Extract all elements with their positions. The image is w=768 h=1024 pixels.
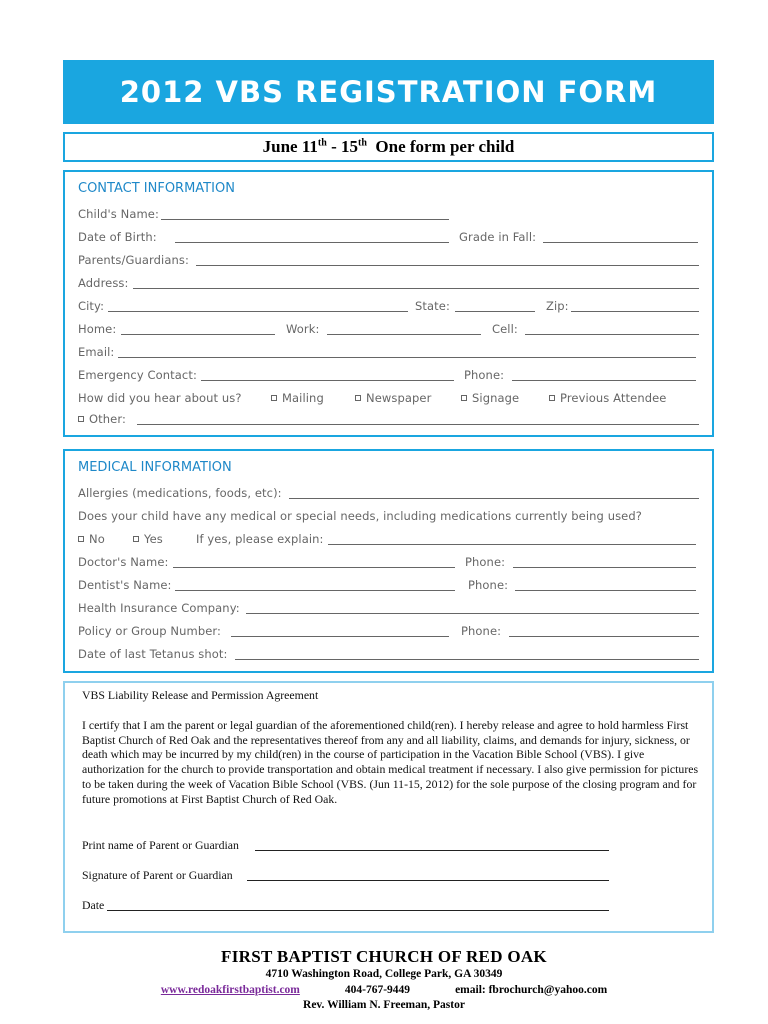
dob-label: Date of Birth:: [78, 230, 157, 244]
policy-label: Policy or Group Number:: [78, 624, 221, 638]
dentist-phone-label: Phone:: [468, 578, 509, 592]
medical-heading: MEDICAL INFORMATION: [78, 460, 232, 475]
checkbox-icon[interactable]: [461, 395, 467, 401]
state-label: State:: [415, 299, 450, 313]
insurance-label: Health Insurance Company:: [78, 601, 240, 615]
parents-label: Parents/Guardians:: [78, 253, 189, 267]
option-no[interactable]: No: [78, 532, 105, 546]
allergies-field[interactable]: [289, 498, 699, 499]
church-address: 4710 Washington Road, College Park, GA 30349: [265, 968, 503, 980]
work-field[interactable]: [327, 334, 481, 335]
date-field[interactable]: [107, 910, 609, 911]
city-field[interactable]: [108, 311, 408, 312]
work-label: Work:: [286, 322, 320, 336]
grade-label: Grade in Fall:: [459, 230, 537, 244]
print-name-label: Print name of Parent or Guardian: [82, 838, 239, 852]
doctor-phone-field[interactable]: [513, 567, 696, 568]
medical-section: [63, 449, 714, 673]
option-yes[interactable]: Yes: [133, 532, 163, 546]
childs-name-field[interactable]: [161, 219, 449, 220]
cell-field[interactable]: [525, 334, 699, 335]
doctor-field[interactable]: [173, 567, 455, 568]
state-field[interactable]: [455, 311, 535, 312]
contact-heading: CONTACT INFORMATION: [78, 181, 235, 196]
doctor-phone-label: Phone:: [465, 555, 506, 569]
print-name-field[interactable]: [255, 850, 609, 851]
website-link[interactable]: www.redoakfirstbaptist.com: [160, 984, 300, 996]
address-field[interactable]: [133, 288, 699, 289]
church-name: FIRST BAPTIST CHURCH OF RED OAK: [221, 947, 547, 966]
needs-question: Does your child have any medical or special needs, including medications currently being used?: [78, 509, 642, 523]
pastor-name: Rev. William N. Freeman, Pastor: [303, 999, 465, 1011]
email-label: Email:: [78, 345, 115, 359]
cell-label: Cell:: [492, 322, 518, 336]
tetanus-label: Date of last Tetanus shot:: [78, 647, 228, 661]
zip-label: Zip:: [546, 299, 569, 313]
option-mailing[interactable]: Mailing: [271, 391, 324, 405]
dentist-phone-field[interactable]: [515, 590, 696, 591]
checkbox-icon[interactable]: [78, 536, 84, 542]
zip-field[interactable]: [571, 311, 699, 312]
church-phone: 404-767-9449: [344, 984, 411, 996]
home-label: Home:: [78, 322, 117, 336]
release-section: [63, 681, 714, 933]
option-newspaper[interactable]: Newspaper: [355, 391, 431, 405]
emergency-label: Emergency Contact:: [78, 368, 197, 382]
checkbox-icon[interactable]: [133, 536, 139, 542]
checkbox-icon[interactable]: [549, 395, 555, 401]
release-body: I certify that I am the parent or legal guardian of the aforementioned child(ren). I hereby release and agree to hold harmless First Baptist Church of Red Oak and the representatives thereof from any and all liability, claims, and demands for injury, sickness, or death which may be incurred by my child(ren) in the course of participation in the Vacation Bible School (VBS). I give authorization for the church to provide transportation and obtain medical treatment if necessary. I also give permission for pictures to be taken during the week of Vacation Bible School (VBS. (Jun 11-15, 2012) for the sole purpose of the closing program and for future promotions at First Baptist Church of Red Oak.: [82, 718, 699, 806]
option-previous-attendee[interactable]: Previous Attendee: [549, 391, 666, 405]
allergies-label: Allergies (medications, foods, etc):: [78, 486, 282, 500]
church-contact-row: [0, 984, 768, 996]
checkbox-icon[interactable]: [78, 416, 84, 422]
policy-phone-label: Phone:: [461, 624, 502, 638]
emergency-field[interactable]: [201, 380, 454, 381]
dentist-field[interactable]: [175, 590, 455, 591]
signature-label: Signature of Parent or Guardian: [82, 868, 233, 882]
checkbox-icon[interactable]: [271, 395, 277, 401]
other-field[interactable]: [137, 424, 699, 425]
grade-field[interactable]: [543, 242, 698, 243]
dates-banner: [63, 132, 714, 162]
hear-label: How did you hear about us?: [78, 391, 242, 405]
signature-field[interactable]: [247, 880, 609, 881]
parents-field[interactable]: [196, 265, 699, 266]
option-signage[interactable]: Signage: [461, 391, 519, 405]
form-header: [63, 60, 714, 124]
form-title: 2012 VBS REGISTRATION FORM: [119, 75, 658, 109]
option-other[interactable]: Other:: [78, 412, 126, 426]
checkbox-icon[interactable]: [355, 395, 361, 401]
date-label: Date: [82, 898, 105, 912]
city-label: City:: [78, 299, 105, 313]
home-field[interactable]: [121, 334, 275, 335]
policy-phone-field[interactable]: [509, 636, 699, 637]
explain-label: If yes, please explain:: [196, 532, 324, 546]
dates-text: June 11th - 15th One form per child: [262, 137, 515, 156]
emergency-phone-label: Phone:: [464, 368, 505, 382]
policy-field[interactable]: [231, 636, 449, 637]
doctor-label: Doctor's Name:: [78, 555, 169, 569]
release-title: VBS Liability Release and Permission Agreement: [82, 688, 319, 702]
dob-field[interactable]: [175, 242, 449, 243]
explain-field[interactable]: [328, 544, 696, 545]
dentist-label: Dentist's Name:: [78, 578, 172, 592]
church-email: email: fbrochurch@yahoo.com: [455, 984, 608, 996]
childs-name-label: Child's Name:: [78, 207, 159, 221]
emergency-phone-field[interactable]: [512, 380, 696, 381]
address-label: Address:: [78, 276, 129, 290]
insurance-field[interactable]: [246, 613, 699, 614]
tetanus-field[interactable]: [235, 659, 699, 660]
contact-section: [63, 170, 714, 437]
email-field[interactable]: [118, 357, 696, 358]
